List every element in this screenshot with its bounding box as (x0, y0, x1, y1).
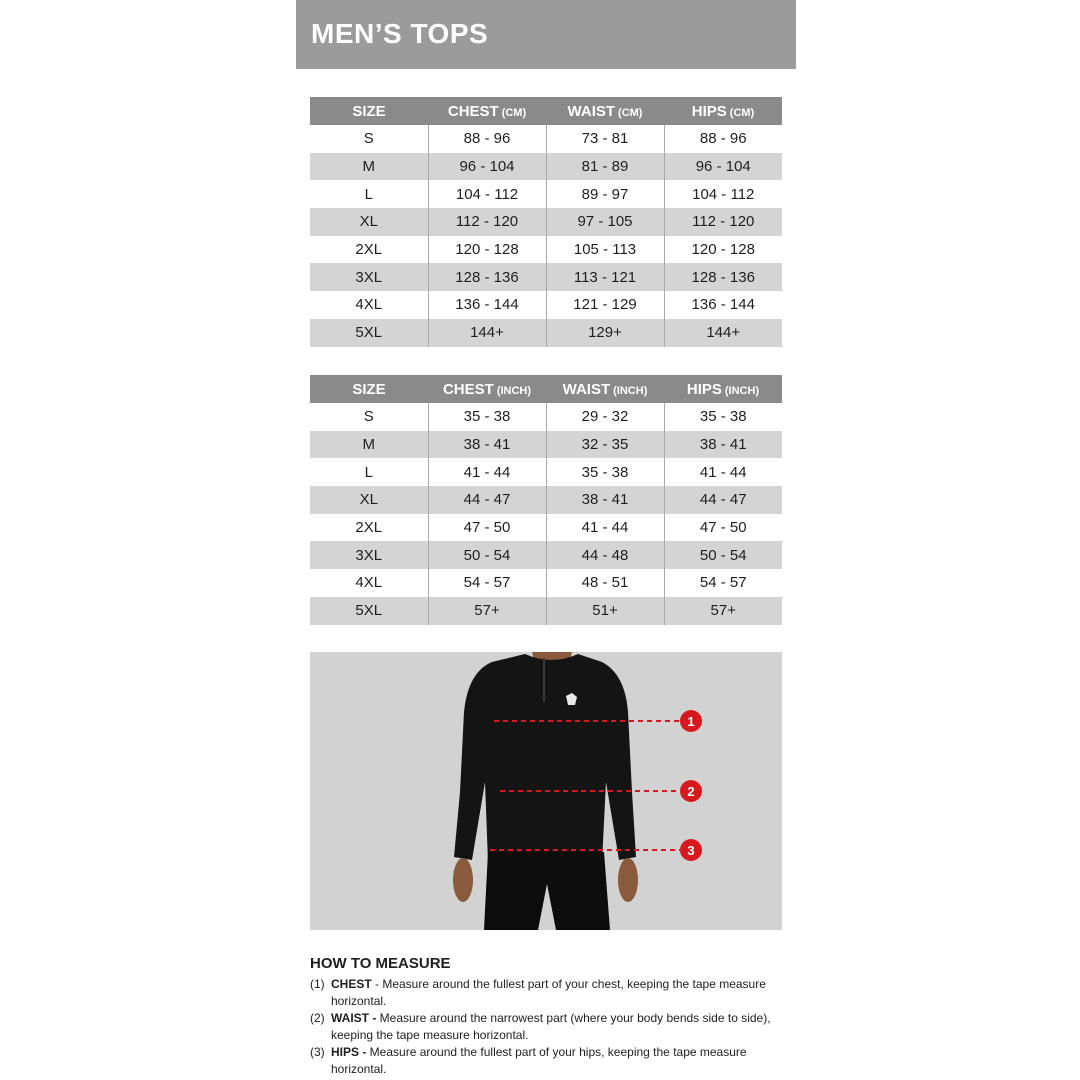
measure-instruction-hips (310, 1044, 790, 1077)
cell-waist: 113 - 121 (546, 263, 664, 291)
cell-size: L (364, 185, 373, 203)
table-row (310, 486, 782, 514)
header-unit: (CM) (729, 106, 755, 119)
title-banner (296, 0, 796, 69)
cell-hips: 54 - 57 (664, 569, 782, 597)
column-header-chest (428, 375, 546, 403)
cell-chest: 112 - 120 (428, 208, 546, 236)
cell-chest: 136 - 144 (428, 291, 546, 319)
cell-hips: 47 - 50 (664, 514, 782, 542)
column-header-size (310, 375, 428, 403)
how-to-measure-list (310, 976, 790, 1077)
page-title: MEN’S TOPS (311, 18, 489, 49)
size-table-cm (310, 97, 782, 347)
cell-size: 5XL (310, 319, 428, 347)
cell-waist: 73 - 81 (546, 125, 664, 153)
header-unit: (INCH) (496, 384, 532, 397)
table-row (310, 125, 782, 153)
column-header-chest (428, 97, 546, 125)
cell-hips: 136 - 144 (664, 291, 782, 319)
cell-waist: 129+ (546, 319, 664, 347)
table-row (310, 236, 782, 264)
cell-waist: 29 - 32 (546, 403, 664, 431)
cell-size: XL (310, 208, 428, 236)
instruction-text: - Measure around the fullest part of your chest, keeping the tape measure horizontal. (331, 977, 766, 1008)
marker-1-number: 1 (687, 714, 695, 729)
cell-size: M (310, 153, 428, 181)
table-row (310, 541, 782, 569)
header-label: CHEST (447, 102, 499, 120)
column-header-waist (546, 97, 664, 125)
size-table-inch (310, 375, 782, 625)
cell-chest: 120 - 128 (428, 236, 546, 264)
header-unit: (CM) (501, 106, 527, 119)
instruction-text: Measure around the narrowest part (where your body bends side to side), keeping the tape measure horizontal. (331, 1011, 771, 1042)
header-label: SIZE (352, 380, 386, 398)
header-label: HIPS (691, 102, 727, 120)
cell-waist: 121 - 129 (546, 291, 664, 319)
header-unit: (INCH) (724, 384, 760, 397)
instruction-term: HIPS - (331, 1045, 367, 1059)
cell-hips: 57+ (664, 597, 782, 625)
cell-size: L (364, 463, 373, 481)
table-row (310, 291, 782, 319)
column-header-hips (664, 97, 782, 125)
cell-waist: 97 - 105 (546, 208, 664, 236)
cell-hips: 112 - 120 (664, 208, 782, 236)
right-hand (618, 858, 638, 902)
how-to-measure-title: HOW TO MEASURE (310, 955, 451, 972)
cell-waist: 89 - 97 (546, 180, 664, 208)
cell-hips: 144+ (664, 319, 782, 347)
cell-chest: 144+ (428, 319, 546, 347)
cell-waist: 44 - 48 (546, 541, 664, 569)
cell-size: 2XL (355, 519, 383, 537)
cell-chest: 57+ (428, 597, 546, 625)
cell-size: 5XL (310, 597, 428, 625)
table-row (310, 319, 782, 347)
cell-waist: 105 - 113 (546, 236, 664, 264)
cell-hips: 38 - 41 (664, 431, 782, 459)
header-label: CHEST (442, 380, 494, 398)
cell-size: 2XL (355, 241, 383, 259)
cell-chest: 44 - 47 (428, 486, 546, 514)
instruction-number: (3) (310, 1045, 325, 1059)
cell-chest: 38 - 41 (428, 431, 546, 459)
marker-3-number: 3 (687, 843, 695, 858)
column-header-waist (546, 375, 664, 403)
cell-waist: 35 - 38 (546, 458, 664, 486)
table-header-row (310, 375, 782, 403)
cell-hips: 50 - 54 (664, 541, 782, 569)
cell-hips: 96 - 104 (664, 153, 782, 181)
header-label: SIZE (352, 102, 386, 120)
cell-waist: 38 - 41 (546, 486, 664, 514)
cell-size: 3XL (310, 541, 428, 569)
table-row (310, 597, 782, 625)
cell-waist: 81 - 89 (546, 153, 664, 181)
cell-chest: 35 - 38 (428, 403, 546, 431)
cell-chest: 50 - 54 (428, 541, 546, 569)
cell-waist: 48 - 51 (546, 569, 664, 597)
cell-chest: 88 - 96 (428, 125, 546, 153)
cell-hips: 88 - 96 (664, 125, 782, 153)
table-row (310, 458, 782, 486)
table-row (310, 403, 782, 431)
cell-hips: 41 - 44 (664, 458, 782, 486)
header-unit: (INCH) (613, 384, 648, 397)
cell-chest: 41 - 44 (428, 458, 546, 486)
cell-hips: 44 - 47 (664, 486, 782, 514)
header-label: HIPS (686, 380, 722, 398)
header-label: WAIST (562, 380, 611, 398)
model-illustration (310, 652, 782, 930)
cell-chest: 96 - 104 (428, 153, 546, 181)
cell-hips: 128 - 136 (664, 263, 782, 291)
column-header-hips (664, 375, 782, 403)
measure-instruction-chest (310, 976, 790, 1009)
table-row (310, 263, 782, 291)
cell-chest: 104 - 112 (428, 180, 546, 208)
cell-size: 4XL (355, 296, 383, 314)
table-row (310, 569, 782, 597)
left-hand (453, 858, 473, 902)
marker-2-number: 2 (687, 784, 695, 799)
cell-waist: 51+ (546, 597, 664, 625)
cell-size: XL (310, 486, 428, 514)
header-label: WAIST (567, 102, 616, 120)
header-unit: (CM) (618, 106, 643, 119)
cell-size: M (310, 431, 428, 459)
cell-hips: 104 - 112 (664, 180, 782, 208)
instruction-term: CHEST (331, 977, 372, 991)
table-row (310, 153, 782, 181)
measurement-figure (310, 652, 782, 930)
cell-hips: 35 - 38 (664, 403, 782, 431)
cell-size: 4XL (355, 574, 383, 592)
measure-instruction-waist (310, 1010, 790, 1043)
column-header-size (310, 97, 428, 125)
table-row (310, 514, 782, 542)
instruction-text: Measure around the fullest part of your hips, keeping the tape measure horizontal. (331, 1045, 747, 1076)
cell-size: S (363, 408, 374, 426)
cell-chest: 128 - 136 (428, 263, 546, 291)
table-row (310, 431, 782, 459)
cell-size: S (363, 130, 374, 148)
cell-chest: 54 - 57 (428, 569, 546, 597)
instruction-number: (2) (310, 1011, 325, 1025)
instruction-number: (1) (310, 977, 325, 991)
instruction-term: WAIST - (331, 1011, 377, 1025)
cell-chest: 47 - 50 (428, 514, 546, 542)
cell-waist: 32 - 35 (546, 431, 664, 459)
cell-size: 3XL (310, 263, 428, 291)
model-shorts (484, 852, 610, 930)
cell-waist: 41 - 44 (546, 514, 664, 542)
table-header-row (310, 97, 782, 125)
table-row (310, 208, 782, 236)
how-to-measure-section (310, 955, 790, 1078)
cell-hips: 120 - 128 (664, 236, 782, 264)
table-row (310, 180, 782, 208)
